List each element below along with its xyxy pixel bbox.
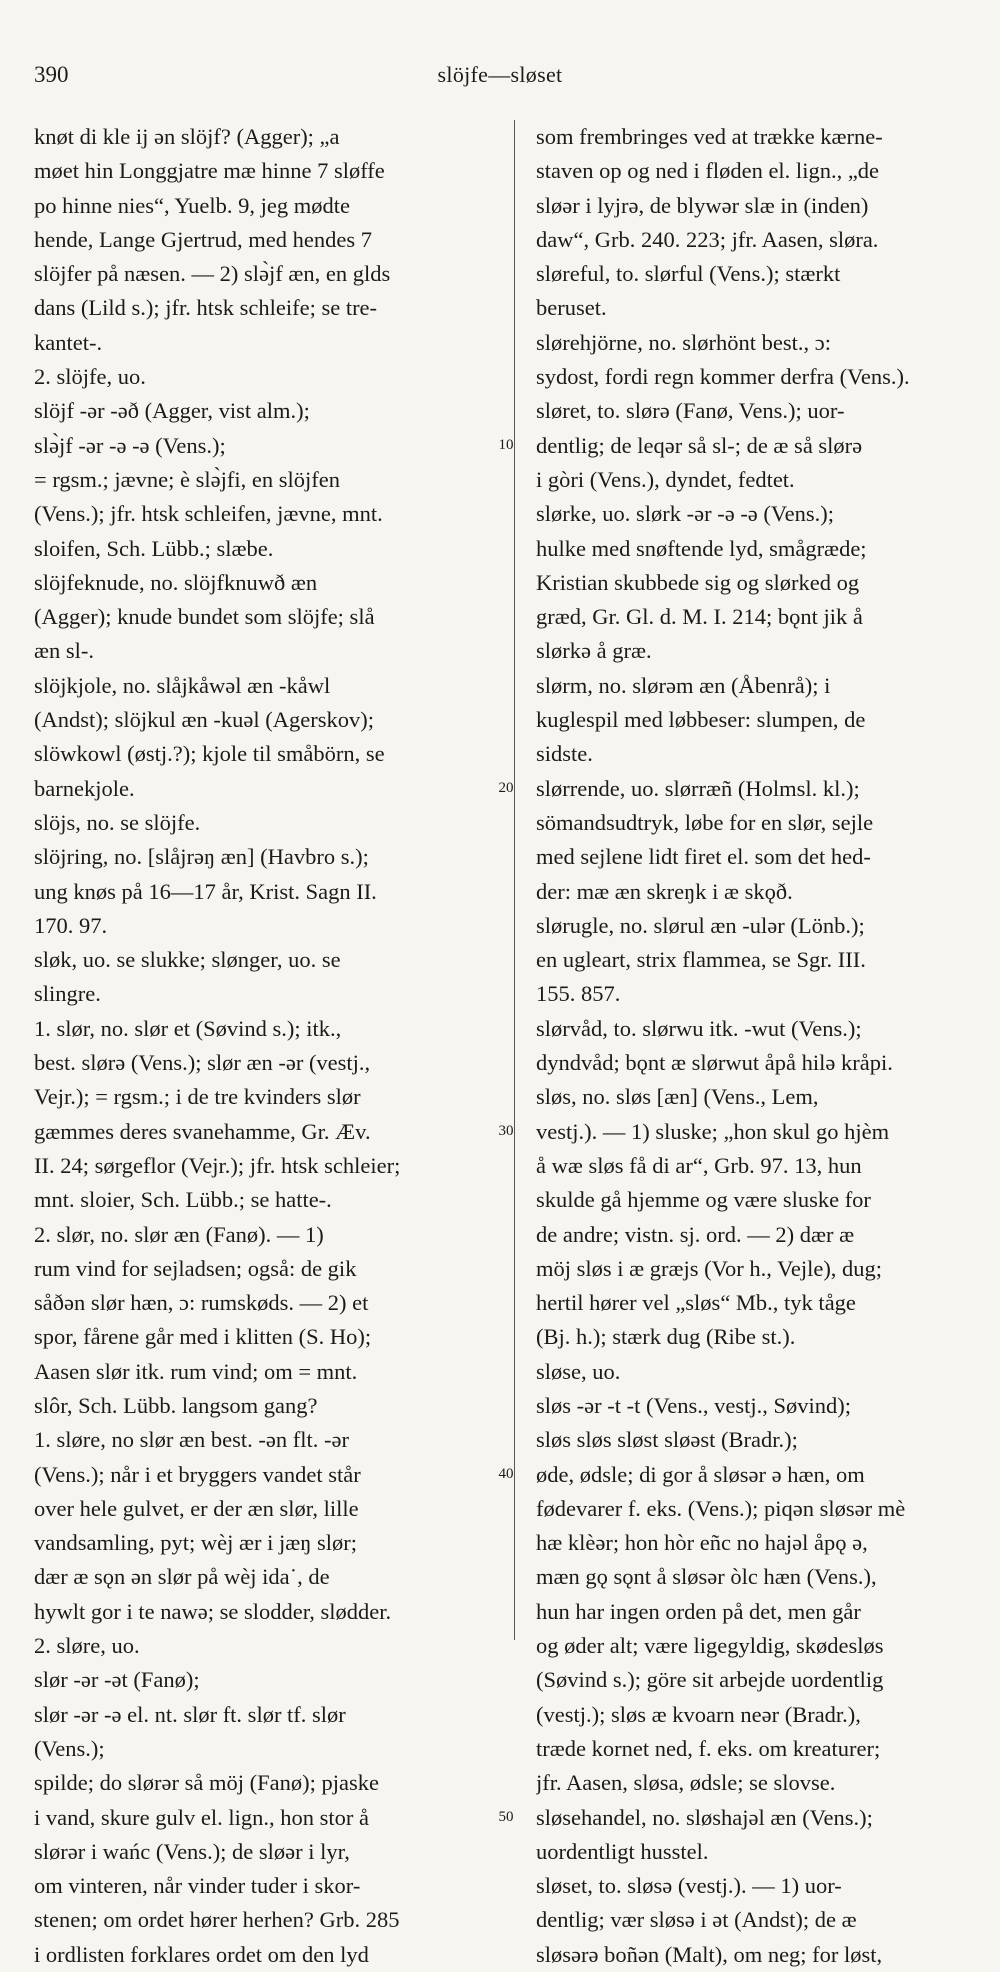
text-line: slørvåd, to. slørwu itk. -wut (Vens.);: [536, 1015, 862, 1041]
text-line: 2. slør, no. slør æn (Fanø). — 1): [34, 1221, 324, 1247]
text-line: 1. slør, no. slør et (Søvind s.); itk.,: [34, 1015, 342, 1041]
text-line: slør -ər -ət (Fanø);: [34, 1667, 200, 1693]
text-line: (vestj.); sløs æ kvoarn neər (Bradr.),: [536, 1701, 861, 1727]
text-line: en ugleart, strix flammea, se Sgr. III.: [536, 947, 866, 973]
text-line: 170. 97.: [34, 912, 108, 938]
text-line: øde, ødsle; di gor å sløsər ə hæn, om: [536, 1461, 865, 1487]
text-line: møet hin Longgjatre mæ hinne 7 sløffe: [34, 158, 385, 184]
text-line: i gòri (Vens.), dyndet, fedtet.: [536, 466, 795, 492]
text-line: hertil hører vel „sløs“ Mb., tyk tåge: [536, 1290, 856, 1316]
text-line: 2. sløre, uo.: [34, 1633, 140, 1659]
text-line: slöwkowl (østj.?); kjole til småbörn, se: [34, 741, 385, 767]
text-line: (Vens.); jfr. htsk schleifen, jævne, mnt.: [34, 501, 383, 527]
text-line: dentlig; vær sløsə i ət (Andst); de æ: [536, 1907, 857, 1933]
text-line: slöjf -ər -əð (Agger, vist alm.);: [34, 398, 310, 424]
text-line: skulde gå hjemme og være sluske for: [536, 1187, 871, 1213]
text-line: hende, Lange Gjertrud, med hendes 7: [34, 226, 373, 252]
page-number: 390: [34, 62, 69, 87]
text-line: spor, fårene går med i klitten (S. Ho);: [34, 1324, 372, 1350]
text-line: möj sløs i æ græjs (Vor h., Vejle), dug;: [536, 1255, 883, 1281]
text-line: (Agger); knude bundet som slöjfe; slå: [34, 604, 375, 630]
text-line: vestj.). — 1) sluske; „hon skul go hjèm: [536, 1118, 890, 1144]
text-line: de andre; vistn. sj. ord. — 2) dær æ: [536, 1221, 855, 1247]
column-divider: [514, 120, 515, 1640]
text-line: sløsehandel, no. sløshajəl æn (Vens.);: [536, 1804, 873, 1830]
text-line: sløs sløs sløst sløəst (Bradr.);: [536, 1427, 798, 1453]
running-head: slöjfe—sløset: [437, 62, 563, 87]
text-line: slørkə å græ.: [536, 638, 652, 664]
text-line: ung knøs på 16—17 år, Krist. Sagn II.: [34, 878, 377, 904]
page-header: [0, 62, 1000, 92]
text-line: Vejr.); = rgsm.; i de tre kvinders slør: [34, 1084, 361, 1110]
text-line: dans (Lild s.); jfr. htsk schleife; se tre-: [34, 295, 378, 321]
text-line: hun har ingen orden på det, men går: [536, 1598, 861, 1624]
text-line: å wæ sløs få di ar“, Grb. 97. 13, hun: [536, 1152, 862, 1178]
text-line: dyndvåd; bǫnt æ slørwut åpå hilə kråpi.: [536, 1050, 893, 1076]
text-line: såðən slør hæn, ɔ: rumskøds. — 2) et: [34, 1290, 369, 1316]
text-line: staven op og ned i fløden el. lign., „de: [536, 158, 880, 184]
text-line: sloifen, Sch. Lübb.; slæbe.: [34, 535, 274, 561]
text-line: beruset.: [536, 295, 607, 321]
text-line: i vand, skure gulv el. lign., hon stor å: [34, 1804, 369, 1830]
right-column: [536, 120, 966, 1972]
text-line: (Vens.); når i et bryggers vandet står: [34, 1461, 361, 1487]
text-line: slørugle, no. slørul æn -ulər (Lönb.);: [536, 912, 865, 938]
text-line: barnekjole.: [34, 775, 135, 801]
text-line: sløk, uo. se slukke; slønger, uo. se: [34, 947, 341, 973]
text-line: sidste.: [536, 741, 593, 767]
text-line: sløs, no. sløs [æn] (Vens., Lem,: [536, 1084, 819, 1110]
text-line: slöjs, no. se slöjfe.: [34, 809, 201, 835]
text-line: og øder alt; være ligegyldig, skødesløs: [536, 1633, 884, 1659]
text-line: sydost, fordi regn kommer derfra (Vens.).: [536, 364, 910, 390]
line-number: 10: [498, 436, 514, 453]
text-line: slørm, no. slørəm æn (Åbenrå); i: [536, 672, 831, 698]
text-line: der: mæ æn skreŋk i æ skǫð.: [536, 878, 793, 904]
text-line: sløse, uo.: [536, 1358, 621, 1384]
text-line: sløret, to. slørə (Fanø, Vens.); uor-: [536, 398, 845, 424]
text-line: sömandsudtryk, løbe for en slør, sejle: [536, 809, 874, 835]
text-line: sløs -ər -t -t (Vens., vestj., Søvind);: [536, 1392, 851, 1418]
text-line: hywlt gor i te nawə; se slodder, slødder.: [34, 1598, 392, 1624]
text-line: slöjfer på næsen. — 2) slə̀jf æn, en glds: [34, 261, 391, 287]
text-line: slingre.: [34, 981, 101, 1007]
text-line: sløreful, to. slørful (Vens.); stærkt: [536, 261, 841, 287]
text-line: (Andst); slöjkul æn -kuəl (Agerskov);: [34, 707, 374, 733]
text-line: slørke, uo. slørk -ər -ə -ə (Vens.);: [536, 501, 835, 527]
text-line: slør -ər -ə el. nt. slør ft. slør tf. slør: [34, 1701, 346, 1727]
line-number: 40: [498, 1465, 514, 1482]
text-line: vandsamling, pyt; wèj ær i jæŋ slør;: [34, 1530, 357, 1556]
text-line: 2. slöjfe, uo.: [34, 364, 146, 390]
text-line: som frembringes ved at trække kærne-: [536, 124, 883, 149]
text-line: 1. sløre, no slør æn best. -ən flt. -ər: [34, 1427, 349, 1453]
text-line: (Vens.);: [34, 1735, 105, 1761]
text-line: spilde; do slørər så möj (Fanø); pjaske: [34, 1770, 379, 1796]
text-line: træde kornet ned, f. eks. om kreaturer;: [536, 1735, 881, 1761]
text-line: = rgsm.; jævne; è slə̀jfi, en slöjfen: [34, 466, 340, 492]
text-line: best. slørə (Vens.); slør æn -ər (vestj.,: [34, 1050, 371, 1076]
text-line: kantet-.: [34, 329, 103, 355]
text-line: slørrende, uo. slørræñ (Holmsl. kl.);: [536, 775, 860, 801]
text-line: fødevarer f. eks. (Vens.); piqən sløsər mè: [536, 1495, 906, 1521]
text-line: om vinteren, når vinder tuder i skor-: [34, 1873, 361, 1899]
text-line: sløər i lyjrə, de blywər slæ in (inden): [536, 192, 869, 218]
text-line: dentlig; de leqər så sl-; de æ så slørə: [536, 432, 863, 458]
text-line: slöjfeknude, no. slöjfknuwð æn: [34, 569, 318, 595]
text-line: i ordlisten forklares ordet om den lyd: [34, 1941, 369, 1967]
line-number: 30: [498, 1122, 514, 1139]
text-line: dær æ sǫn ən slør på wèj ida˙, de: [34, 1564, 330, 1590]
text-line: stenen; om ordet hører herhen? Grb. 285: [34, 1907, 400, 1933]
text-line: jfr. Aasen, sløsa, ødsle; se slovse.: [536, 1770, 836, 1796]
text-line: Aasen slør itk. rum vind; om = mnt.: [34, 1358, 358, 1384]
text-line: slöjring, no. [slåjrəŋ æn] (Havbro s.);: [34, 844, 369, 870]
left-column: [34, 120, 504, 1972]
text-line: slørər i wańc (Vens.); de sløər i lyr,: [34, 1838, 350, 1864]
text-line: slôr, Sch. Lübb. langsom gang?: [34, 1392, 318, 1418]
text-line: mæn gǫ sǫnt å sløsər òlc hæn (Vens.),: [536, 1564, 877, 1590]
text-line: mnt. sloier, Sch. Lübb.; se hatte-.: [34, 1187, 332, 1213]
line-number: 20: [498, 779, 514, 796]
text-line: (Søvind s.); göre sit arbejde uordentlig: [536, 1667, 884, 1693]
text-line: daw“, Grb. 240. 223; jfr. Aasen, sløra.: [536, 226, 879, 252]
text-line: hæ klèər; hon hòr eñc no hajəl åpǫ ə,: [536, 1530, 868, 1556]
text-line: sløset, to. sløsə (vestj.). — 1) uor-: [536, 1873, 842, 1899]
text-line: II. 24; sørgeflor (Vejr.); jfr. htsk schleier;: [34, 1152, 401, 1178]
text-line: rum vind for sejladsen; også: de gik: [34, 1255, 357, 1281]
text-line: gæmmes deres svanehamme, Gr. Æv.: [34, 1118, 371, 1144]
text-line: æn sl-.: [34, 638, 95, 664]
text-line: 155. 857.: [536, 981, 621, 1007]
text-line: sløsərə boñən (Malt), om neg; for løst,: [536, 1941, 883, 1967]
text-line: (Bj. h.); stærk dug (Ribe st.).: [536, 1324, 796, 1350]
text-line: slöjkjole, no. slåjkåwəl æn -kåwl: [34, 672, 331, 698]
text-line: slə̀jf -ər -ə -ə (Vens.);: [34, 432, 226, 458]
text-line: slørehjörne, no. slørhönt best., ɔ:: [536, 329, 831, 355]
text-line: po hinne nies“, Yuelb. 9, jeg mødte: [34, 192, 350, 218]
text-line: græd, Gr. Gl. d. M. I. 214; bǫnt jik å: [536, 604, 863, 630]
text-line: med sejlene lidt firet el. som det hed-: [536, 844, 871, 870]
text-line: kuglespil med løbbeser: slumpen, de: [536, 707, 866, 733]
text-line: over hele gulvet, er der æn slør, lille: [34, 1495, 359, 1521]
text-line: uordentligt husstel.: [536, 1838, 709, 1864]
line-number: 50: [498, 1808, 514, 1825]
text-line: knøt di kle ij ən slöjf? (Agger); „a: [34, 124, 340, 149]
text-line: hulke med snøftende lyd, smågræde;: [536, 535, 867, 561]
text-line: Kristian skubbede sig og slørked og: [536, 569, 860, 595]
